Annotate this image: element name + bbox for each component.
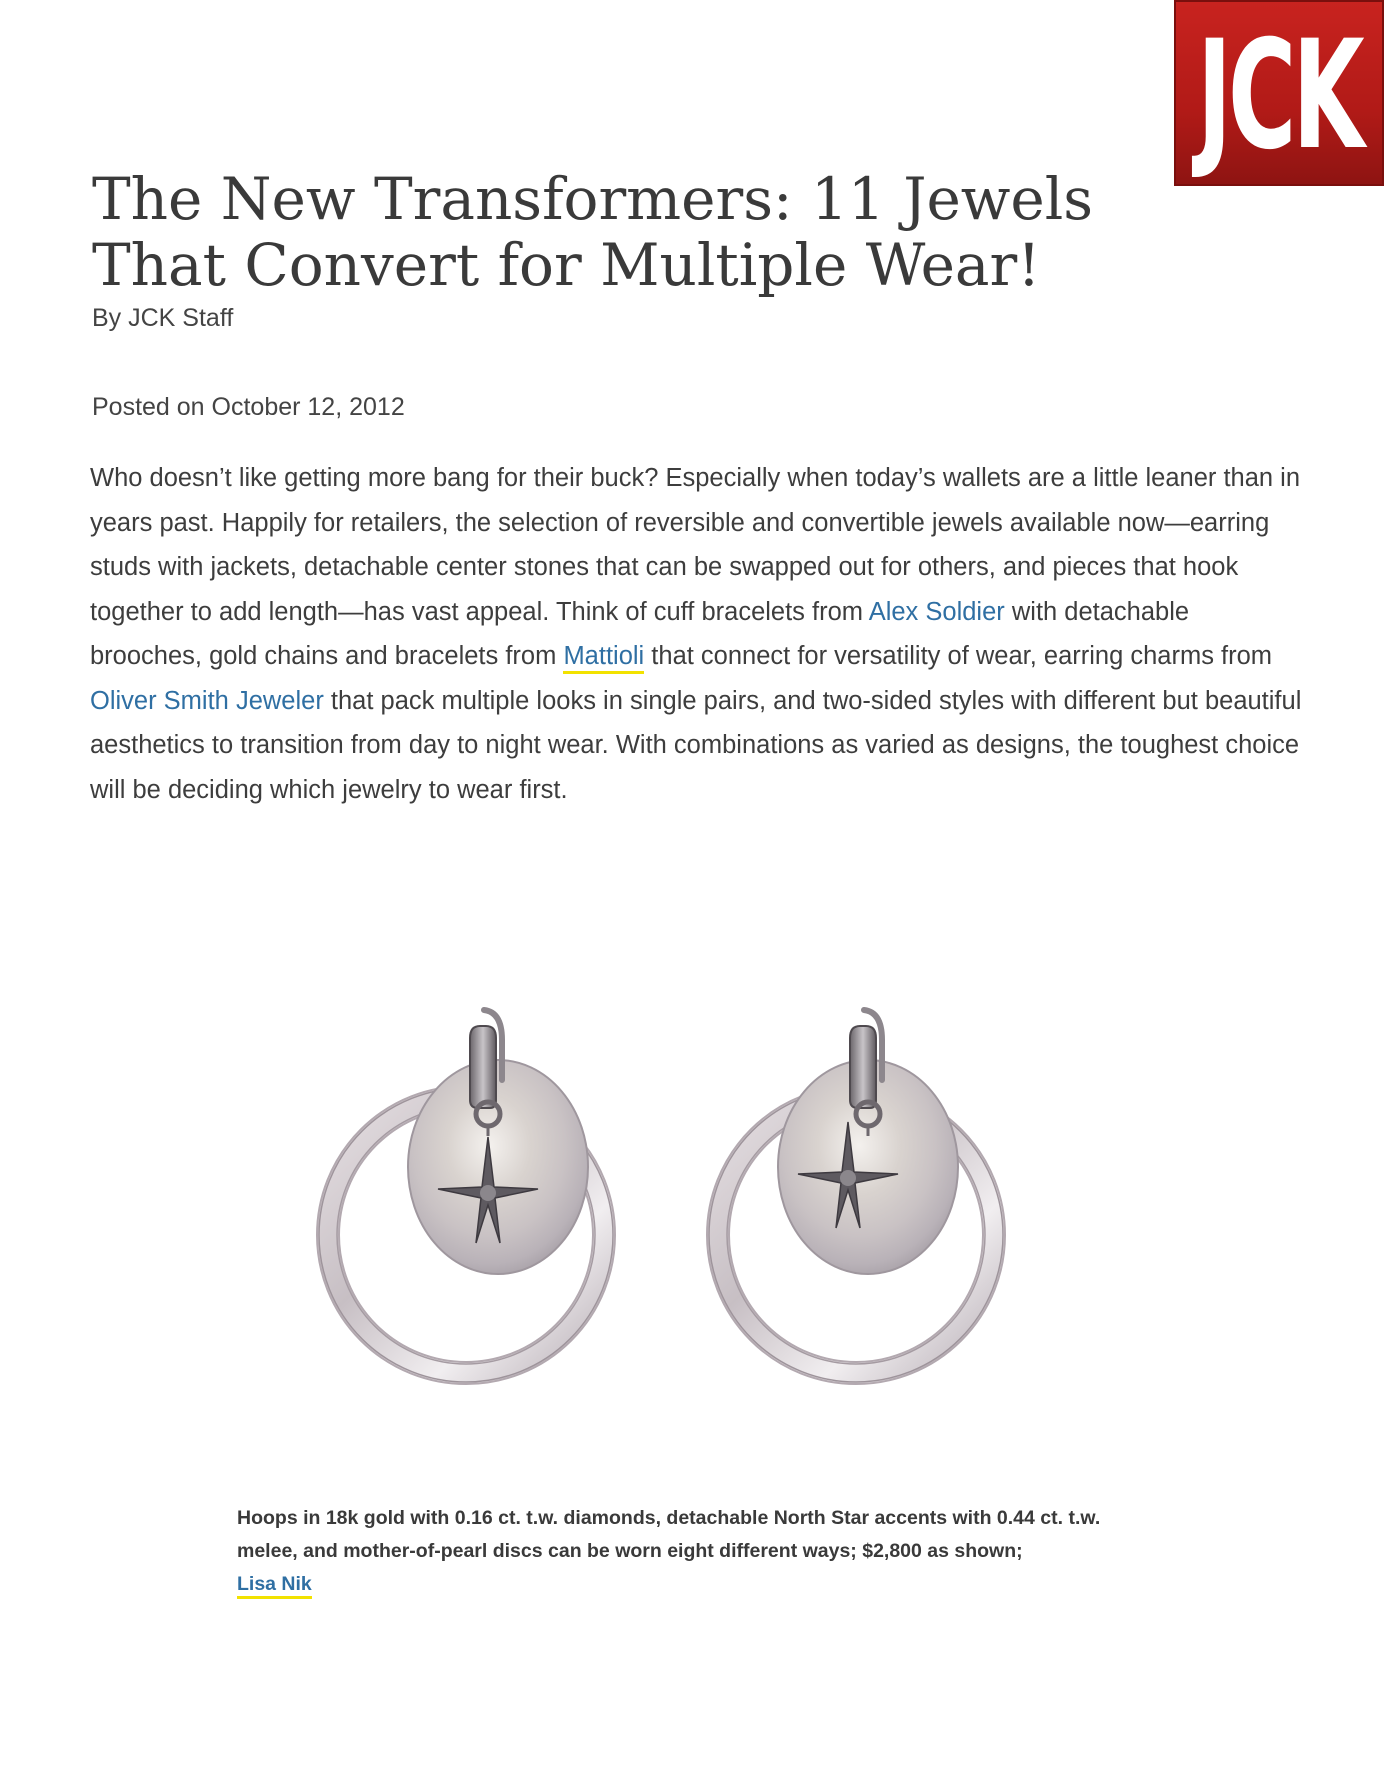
right-earring bbox=[709, 1010, 1003, 1382]
article-title: The New Transformers: 11 Jewels That Convert for Multiple Wear! bbox=[92, 165, 1094, 299]
article-posted-date: Posted on October 12, 2012 bbox=[92, 393, 405, 421]
intro-text-3: that connect for versatility of wear, earring charms from bbox=[644, 642, 1273, 670]
left-earring bbox=[319, 1010, 613, 1382]
lisa-nik-link[interactable]: Lisa Nik bbox=[237, 1573, 312, 1599]
article-intro bbox=[90, 456, 1305, 812]
alex-soldier-link[interactable]: Alex Soldier bbox=[868, 597, 1005, 626]
jck-logo-text: JCK bbox=[1197, 9, 1361, 183]
earrings-image bbox=[300, 980, 1060, 1400]
image-caption bbox=[237, 1502, 1157, 1601]
mattioli-link[interactable]: Mattioli bbox=[563, 642, 644, 674]
intro-text-2: with detachable brooches, gold chains and bracelets from bbox=[90, 597, 1190, 670]
oliver-smith-jeweler-link[interactable]: Oliver Smith Jeweler bbox=[90, 686, 324, 715]
intro-text-1: Who doesn’t like getting more bang for their buck? Especially when today’s wallets are a little leaner than in years past. Happily for retailers, the selection of reversible and convertible jewels available now—earring studs with jackets, detachable center stones that can be swapped out for others, and pieces that hook together to add length—has vast appeal. Think of cuff bracelets from bbox=[90, 464, 1301, 626]
earrings-illustration bbox=[300, 980, 1060, 1400]
jck-logo[interactable] bbox=[1174, 0, 1384, 186]
article-byline: By JCK Staff bbox=[92, 304, 234, 332]
caption-text: Hoops in 18k gold with 0.16 ct. t.w. diamonds, detachable North Star accents with 0.44 ct. t.w. melee, and mother-of-pearl discs can be worn eight different ways; $2,800 as shown; bbox=[237, 1507, 1101, 1562]
intro-text-4: that pack multiple looks in single pairs, and two-sided styles with different but beautiful aesthetics to transition from day to night wear. With combinations as varied as designs, the toughest choice will be deciding which jewelry to wear first. bbox=[90, 686, 1302, 804]
